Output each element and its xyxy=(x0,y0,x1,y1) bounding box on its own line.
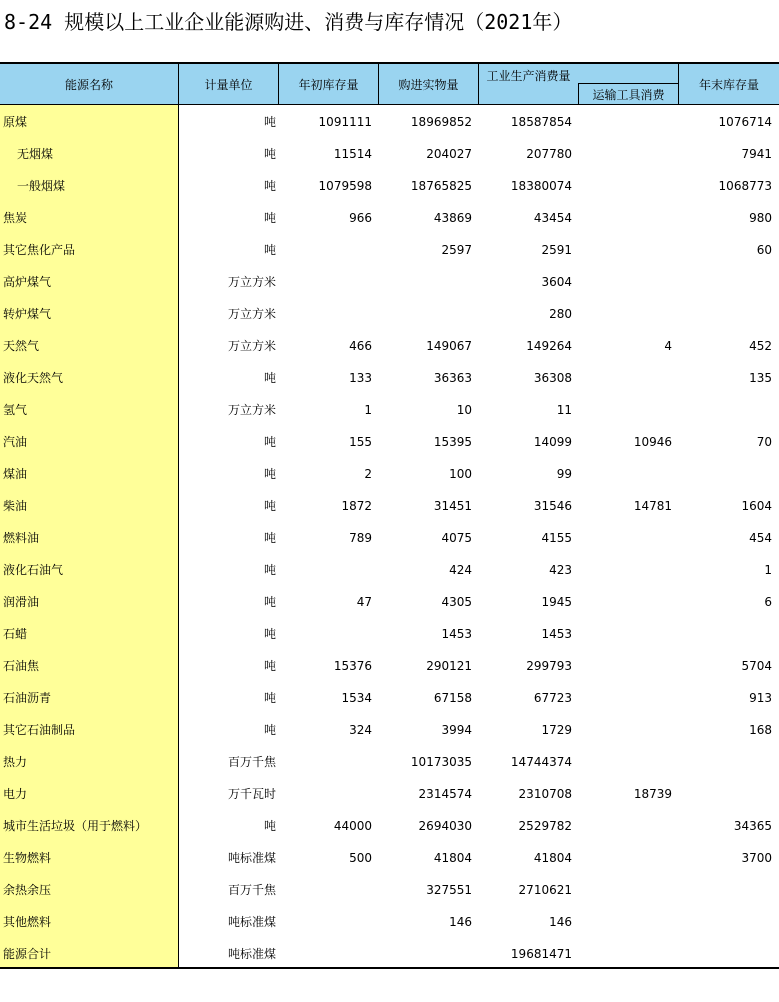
unit-cell: 吨 xyxy=(263,179,276,193)
energy-name-cell: 燃料油 xyxy=(3,531,40,545)
purchased-cell: 18765825 xyxy=(410,179,472,193)
table-row xyxy=(0,362,779,394)
opening-stock-cell: 789 xyxy=(349,531,372,545)
industrial-consumption-cell: 2710621 xyxy=(518,883,572,897)
unit-cell: 吨 xyxy=(263,211,276,225)
purchased-cell: 18969852 xyxy=(410,115,472,129)
closing-stock-cell: 913 xyxy=(749,691,772,705)
purchased-cell: 3994 xyxy=(441,723,472,737)
closing-stock-cell: 7941 xyxy=(741,147,772,161)
energy-name-cell: 焦炭 xyxy=(3,211,28,225)
closing-stock-cell xyxy=(680,778,772,810)
opening-stock-cell: 1872 xyxy=(341,499,372,513)
unit-cell: 万立方米 xyxy=(227,307,276,321)
purchased-cell: 424 xyxy=(449,563,472,577)
purchased-cell: 2314574 xyxy=(418,787,472,801)
opening-stock-cell xyxy=(280,778,372,810)
closing-stock-cell: 70 xyxy=(756,435,772,449)
unit-cell: 吨标准煤 xyxy=(227,851,276,865)
opening-stock-cell: 500 xyxy=(349,851,372,865)
page-title: 8-24 规模以上工业企业能源购进、消费与库存情况（2021年） xyxy=(4,10,573,34)
unit-cell: 万立方米 xyxy=(227,275,276,289)
opening-stock-cell: 155 xyxy=(349,435,372,449)
transport-consumption-cell xyxy=(580,810,672,842)
transport-consumption-cell xyxy=(580,586,672,618)
industrial-consumption-cell: 146 xyxy=(549,915,572,929)
purchased-cell: 67158 xyxy=(433,691,472,705)
transport-consumption-cell xyxy=(580,266,672,298)
transport-consumption-cell xyxy=(580,522,672,554)
header-divider xyxy=(378,64,379,104)
opening-stock-cell: 466 xyxy=(349,339,372,353)
header-purchased: 购进实物量 xyxy=(398,77,459,92)
industrial-consumption-cell: 4155 xyxy=(541,531,572,545)
closing-stock-cell: 980 xyxy=(749,211,772,225)
purchased-cell: 10 xyxy=(456,403,472,417)
table-row xyxy=(0,106,779,138)
unit-cell: 吨 xyxy=(263,819,276,833)
closing-stock-cell: 452 xyxy=(749,339,772,353)
unit-cell: 百万千焦 xyxy=(227,883,276,897)
energy-name-cell: 一般烟煤 xyxy=(17,179,66,193)
table-row xyxy=(0,810,779,842)
opening-stock-cell xyxy=(280,298,372,330)
energy-name-cell: 柴油 xyxy=(3,499,28,513)
transport-consumption-cell xyxy=(580,842,672,874)
closing-stock-cell: 1604 xyxy=(741,499,772,513)
table-row xyxy=(0,778,779,810)
energy-name-cell: 余热余压 xyxy=(3,883,52,897)
energy-name-cell: 氢气 xyxy=(3,403,28,417)
industrial-consumption-cell: 2529782 xyxy=(518,819,572,833)
opening-stock-cell: 15376 xyxy=(333,659,372,673)
unit-cell: 百万千焦 xyxy=(227,755,276,769)
table-row xyxy=(0,138,779,170)
purchased-cell: 31451 xyxy=(433,499,472,513)
unit-cell: 吨 xyxy=(263,627,276,641)
energy-name-cell: 其它石油制品 xyxy=(3,723,76,737)
transport-consumption-cell xyxy=(580,874,672,906)
closing-stock-cell: 1068773 xyxy=(718,179,772,193)
closing-stock-cell xyxy=(680,906,772,938)
transport-consumption-cell xyxy=(580,394,672,426)
opening-stock-cell: 44000 xyxy=(333,819,372,833)
header-unit: 计量单位 xyxy=(204,77,253,92)
purchased-cell: 15395 xyxy=(433,435,472,449)
closing-stock-cell: 60 xyxy=(756,243,772,257)
transport-consumption-cell: 18739 xyxy=(633,787,672,801)
header-transport-consumption: 运输工具消费 xyxy=(578,83,678,104)
transport-consumption-cell xyxy=(580,650,672,682)
table-row xyxy=(0,746,779,778)
industrial-consumption-cell: 31546 xyxy=(533,499,572,513)
energy-name-cell: 能源合计 xyxy=(3,947,52,961)
purchased-cell: 1453 xyxy=(441,627,472,641)
transport-consumption-cell: 10946 xyxy=(633,435,672,449)
table-row xyxy=(0,842,779,874)
table-row xyxy=(0,522,779,554)
energy-name-cell: 煤油 xyxy=(3,467,28,481)
energy-name-cell: 城市生活垃圾（用于燃料） xyxy=(3,819,148,833)
opening-stock-cell: 1091111 xyxy=(318,115,372,129)
closing-stock-cell xyxy=(680,394,772,426)
purchased-cell: 290121 xyxy=(426,659,472,673)
transport-consumption-cell xyxy=(580,714,672,746)
unit-cell: 吨 xyxy=(263,531,276,545)
energy-name-cell: 石蜡 xyxy=(3,627,28,641)
header-bottom-rule xyxy=(0,104,779,105)
header-energy-name: 能源名称 xyxy=(64,77,113,92)
purchased-cell: 4075 xyxy=(441,531,472,545)
opening-stock-cell: 1079598 xyxy=(318,179,372,193)
table-row xyxy=(0,874,779,906)
opening-stock-cell xyxy=(280,906,372,938)
energy-name-cell: 电力 xyxy=(3,787,28,801)
closing-stock-cell xyxy=(680,458,772,490)
purchased-cell: 4305 xyxy=(441,595,472,609)
table-row xyxy=(0,394,779,426)
opening-stock-cell: 966 xyxy=(349,211,372,225)
unit-cell: 万千瓦时 xyxy=(227,787,276,801)
unit-cell: 吨 xyxy=(263,691,276,705)
transport-consumption-cell xyxy=(580,170,672,202)
energy-name-cell: 热力 xyxy=(3,755,28,769)
industrial-consumption-cell: 207780 xyxy=(526,147,572,161)
opening-stock-cell: 47 xyxy=(356,595,372,609)
energy-name-cell: 原煤 xyxy=(3,115,28,129)
unit-cell: 吨 xyxy=(263,563,276,577)
closing-stock-cell xyxy=(680,266,772,298)
closing-stock-cell: 34365 xyxy=(733,819,772,833)
header-industrial-consumption: 工业生产消费量 xyxy=(486,68,571,83)
closing-stock-cell: 168 xyxy=(749,723,772,737)
table-row xyxy=(0,554,779,586)
closing-stock-cell: 1076714 xyxy=(718,115,772,129)
table-row xyxy=(0,234,779,266)
transport-consumption-cell: 4 xyxy=(664,339,672,353)
industrial-consumption-cell: 18587854 xyxy=(510,115,572,129)
unit-cell: 吨 xyxy=(263,371,276,385)
opening-stock-cell xyxy=(280,874,372,906)
closing-stock-cell: 6 xyxy=(764,595,772,609)
energy-name-cell: 高炉煤气 xyxy=(3,275,52,289)
transport-consumption-cell xyxy=(580,106,672,138)
table-bottom-rule xyxy=(0,967,779,969)
closing-stock-cell: 5704 xyxy=(741,659,772,673)
table-row xyxy=(0,426,779,458)
table-row xyxy=(0,714,779,746)
table-row xyxy=(0,618,779,650)
purchased-cell: 146 xyxy=(449,915,472,929)
purchased-cell: 2694030 xyxy=(418,819,472,833)
unit-cell: 吨 xyxy=(263,435,276,449)
industrial-consumption-cell: 1729 xyxy=(541,723,572,737)
energy-name-cell: 天然气 xyxy=(3,339,40,353)
opening-stock-cell: 2 xyxy=(364,467,372,481)
purchased-cell xyxy=(380,266,472,298)
unit-cell: 吨 xyxy=(263,115,276,129)
transport-consumption-cell xyxy=(580,682,672,714)
unit-cell: 吨 xyxy=(263,595,276,609)
opening-stock-cell xyxy=(280,618,372,650)
transport-consumption-cell xyxy=(580,362,672,394)
header-closing-stock: 年末库存量 xyxy=(698,77,759,92)
transport-consumption-cell xyxy=(580,906,672,938)
closing-stock-cell xyxy=(680,618,772,650)
header-opening-stock: 年初库存量 xyxy=(298,77,359,92)
purchased-cell: 43869 xyxy=(433,211,472,225)
purchased-cell xyxy=(380,938,472,970)
transport-consumption-cell xyxy=(580,746,672,778)
transport-consumption-cell xyxy=(580,618,672,650)
opening-stock-cell: 11514 xyxy=(333,147,372,161)
unit-cell: 吨 xyxy=(263,147,276,161)
closing-stock-cell xyxy=(680,938,772,970)
industrial-consumption-cell: 2591 xyxy=(541,243,572,257)
purchased-cell: 204027 xyxy=(426,147,472,161)
closing-stock-cell: 454 xyxy=(749,531,772,545)
opening-stock-cell: 324 xyxy=(349,723,372,737)
energy-name-cell: 石油沥青 xyxy=(3,691,52,705)
purchased-cell: 41804 xyxy=(433,851,472,865)
purchased-cell xyxy=(380,298,472,330)
industrial-consumption-cell: 149264 xyxy=(526,339,572,353)
energy-name-cell: 液化天然气 xyxy=(3,371,64,385)
transport-consumption-cell xyxy=(580,202,672,234)
energy-name-cell: 润滑油 xyxy=(3,595,40,609)
opening-stock-cell xyxy=(280,554,372,586)
table-row xyxy=(0,202,779,234)
energy-name-cell: 其他燃料 xyxy=(3,915,52,929)
header-divider xyxy=(678,64,679,104)
closing-stock-cell xyxy=(680,298,772,330)
industrial-consumption-cell: 2310708 xyxy=(518,787,572,801)
closing-stock-cell: 3700 xyxy=(741,851,772,865)
opening-stock-cell: 133 xyxy=(349,371,372,385)
closing-stock-cell: 1 xyxy=(764,563,772,577)
unit-cell: 万立方米 xyxy=(227,403,276,417)
opening-stock-cell xyxy=(280,234,372,266)
industrial-consumption-cell: 19681471 xyxy=(510,947,572,961)
header-divider xyxy=(278,64,279,104)
energy-name-cell: 无烟煤 xyxy=(17,147,54,161)
opening-stock-cell xyxy=(280,938,372,970)
energy-name-cell: 石油焦 xyxy=(3,659,40,673)
unit-cell: 吨 xyxy=(263,243,276,257)
industrial-consumption-cell: 41804 xyxy=(533,851,572,865)
purchased-cell: 327551 xyxy=(426,883,472,897)
table-row xyxy=(0,938,779,970)
closing-stock-cell: 135 xyxy=(749,371,772,385)
unit-cell: 吨标准煤 xyxy=(227,915,276,929)
industrial-consumption-cell: 3604 xyxy=(541,275,572,289)
transport-consumption-cell: 14781 xyxy=(633,499,672,513)
purchased-cell: 36363 xyxy=(433,371,472,385)
table-row xyxy=(0,682,779,714)
industrial-consumption-cell: 280 xyxy=(549,307,572,321)
industrial-consumption-cell: 67723 xyxy=(533,691,572,705)
industrial-consumption-cell: 18380074 xyxy=(510,179,572,193)
industrial-consumption-cell: 36308 xyxy=(533,371,572,385)
unit-cell: 吨 xyxy=(263,499,276,513)
industrial-consumption-cell: 299793 xyxy=(526,659,572,673)
opening-stock-cell: 1534 xyxy=(341,691,372,705)
industrial-consumption-cell: 14744374 xyxy=(510,755,572,769)
energy-name-cell: 液化石油气 xyxy=(3,563,64,577)
energy-name-cell: 其它焦化产品 xyxy=(3,243,76,257)
transport-consumption-cell xyxy=(580,234,672,266)
purchased-cell: 2597 xyxy=(441,243,472,257)
transport-consumption-cell xyxy=(580,138,672,170)
energy-name-cell: 汽油 xyxy=(3,435,28,449)
industrial-consumption-cell: 1453 xyxy=(541,627,572,641)
unit-cell: 吨 xyxy=(263,467,276,481)
table-row xyxy=(0,330,779,362)
transport-consumption-cell xyxy=(580,938,672,970)
unit-cell: 万立方米 xyxy=(227,339,276,353)
header-divider xyxy=(478,64,479,104)
unit-cell: 吨标准煤 xyxy=(227,947,276,961)
table-row xyxy=(0,170,779,202)
purchased-cell: 10173035 xyxy=(410,755,472,769)
closing-stock-cell xyxy=(680,746,772,778)
unit-cell: 吨 xyxy=(263,723,276,737)
table-row xyxy=(0,458,779,490)
transport-consumption-cell xyxy=(580,298,672,330)
table-row xyxy=(0,586,779,618)
transport-consumption-cell xyxy=(580,554,672,586)
opening-stock-cell xyxy=(280,266,372,298)
energy-name-cell: 转炉煤气 xyxy=(3,307,52,321)
opening-stock-cell: 1 xyxy=(364,403,372,417)
energy-name-cell: 生物燃料 xyxy=(3,851,52,865)
industrial-consumption-cell: 423 xyxy=(549,563,572,577)
closing-stock-cell xyxy=(680,874,772,906)
table-row xyxy=(0,906,779,938)
industrial-consumption-cell: 43454 xyxy=(533,211,572,225)
purchased-cell: 149067 xyxy=(426,339,472,353)
industrial-consumption-cell: 11 xyxy=(556,403,572,417)
opening-stock-cell xyxy=(280,746,372,778)
table-row xyxy=(0,650,779,682)
unit-cell: 吨 xyxy=(263,659,276,673)
purchased-cell: 100 xyxy=(449,467,472,481)
table-row xyxy=(0,266,779,298)
industrial-consumption-cell: 1945 xyxy=(541,595,572,609)
industrial-consumption-cell: 99 xyxy=(556,467,572,481)
table-row xyxy=(0,490,779,522)
industrial-consumption-cell: 14099 xyxy=(533,435,572,449)
transport-consumption-cell xyxy=(580,458,672,490)
table-row xyxy=(0,298,779,330)
